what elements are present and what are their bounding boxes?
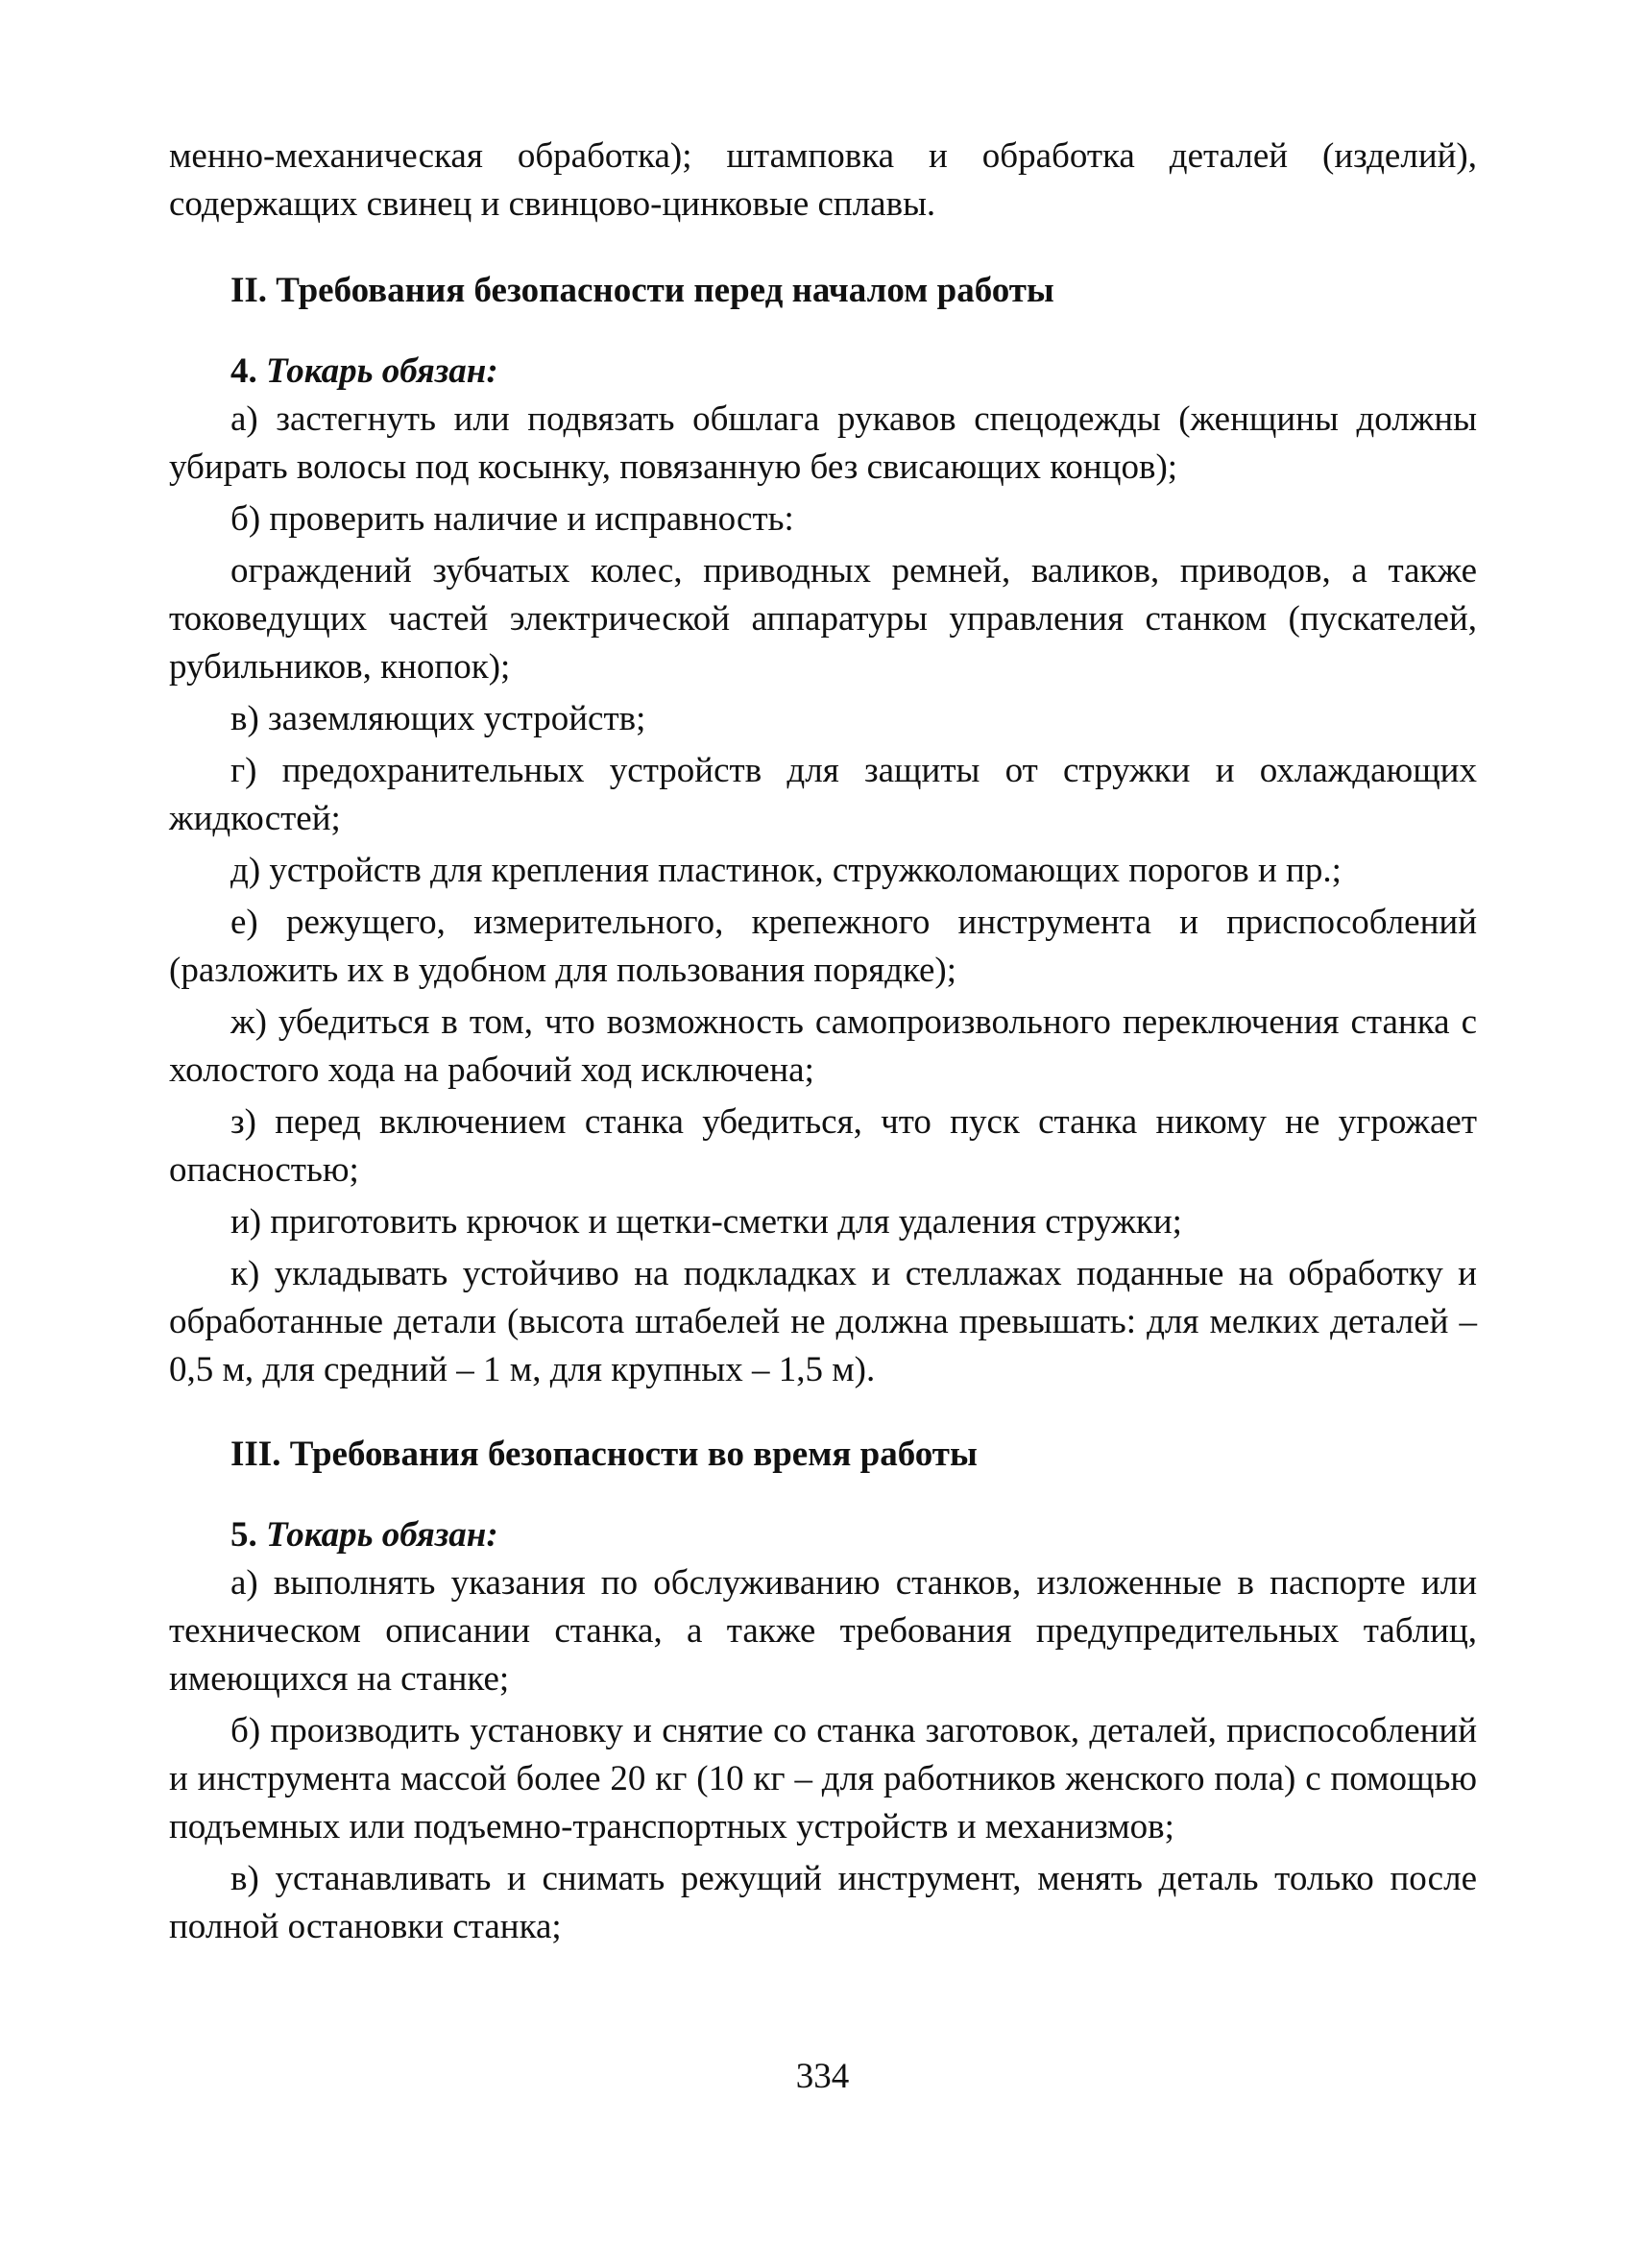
section-2-paragraph: и) приготовить крючок и щетки-сметки для удаления стружки; [230, 1202, 1182, 1242]
section-2-paragraph: з) перед включением станка убедиться, что пуск станка никому не угрожает опасностью; [169, 1102, 1477, 1190]
section-3-item-title [169, 1511, 1477, 1559]
section-2-paragraph: д) устройств для крепления пластинок, стружколомающих порогов и пр.; [230, 851, 1342, 890]
item-title: Токарь обязан: [266, 351, 498, 391]
section-3-paragraph: а) выполнять указания по обслуживанию станков, изложенные в паспорте или техническом описании станка, а также требования предупредительных таблиц, имеющихся на станке; [169, 1563, 1477, 1699]
section-2-paragraph: е) режущего, измерительного, крепежного инструмента и приспособлений (разложить их в удобном для пользования порядке); [169, 903, 1477, 990]
section-2-paragraph: г) предохранительных устройств для защиты от стружки и охлаждающих жидкостей; [169, 751, 1477, 838]
section-2-paragraph: к) укладывать устойчиво на подкладках и стеллажах поданные на обработку и обработанные детали (высота штабелей не должна превышать: для мелких деталей – 0,5 м, для средний – 1 м, для крупных – 1,5 м). [169, 1254, 1477, 1389]
item-number: 4. [230, 351, 257, 391]
section-2-paragraph: а) застегнуть или подвязать обшлага рукавов спецодежды (женщины должны убирать волосы под косынку, повязанную без свисающих концов); [169, 399, 1477, 487]
page-number: 334 [795, 2057, 850, 2096]
section-2-paragraph: б) проверить наличие и исправность: [230, 499, 794, 539]
section-2-paragraph: ж) убедиться в том, что возможность самопроизвольного переключения станка с холостого хода на рабочий ход исключена; [169, 1002, 1477, 1090]
intro-paragraph: менно-механическая обработка); штамповка и обработка деталей (изделий), содержащих свинец и свинцово-цинковые сплавы. [169, 136, 1477, 224]
section-3-heading: III. Требования безопасности во время работы [230, 1435, 978, 1474]
section-2-paragraph: ограждений зубчатых колес, приводных ремней, валиков, приводов, а также токоведущих частей электрической аппаратуры управления станком (пускателей, рубильников, кнопок); [169, 551, 1477, 687]
section-3-paragraph: в) устанавливать и снимать режущий инструмент, менять деталь только после полной остановки станка; [169, 1859, 1477, 1946]
document-page [169, 133, 1477, 1955]
section-2-paragraph: в) заземляющих устройств; [230, 699, 646, 738]
section-3-paragraph: б) производить установку и снятие со станка заготовок, деталей, приспособлений и инструмента массой более 20 кг (10 кг – для работников женского пола) с помощью подъемных или подъемно-транспортных устройств и механизмов; [169, 1711, 1477, 1846]
item-title: Токарь обязан: [266, 1515, 498, 1555]
section-2-heading: II. Требования безопасности перед началом работы [230, 271, 1054, 310]
section-2-item-title [169, 348, 1477, 396]
item-number: 5. [230, 1515, 257, 1555]
